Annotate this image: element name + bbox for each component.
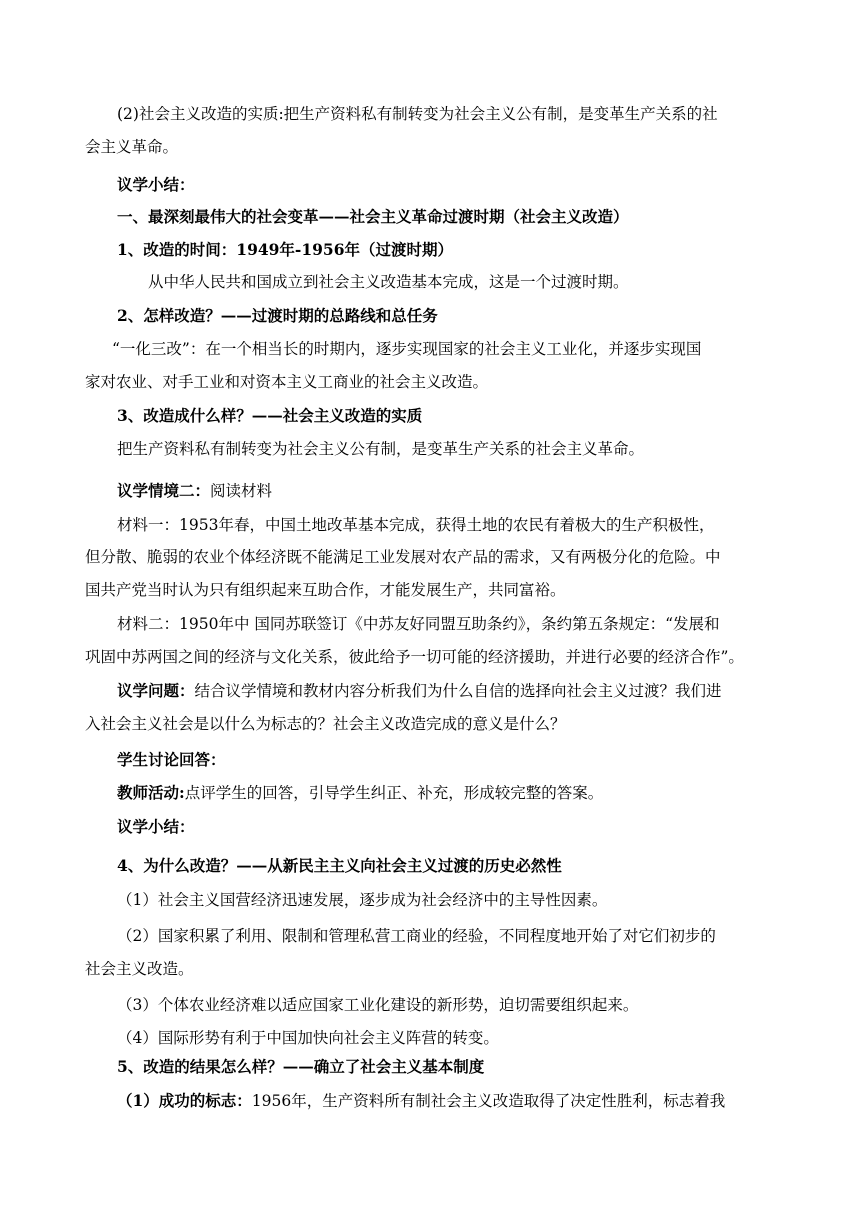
list-item: （3）个体农业经济难以适应国家工业化建设的新形势，迫切需要组织起来。 xyxy=(117,996,639,1014)
paragraph-line: 把生产资料私有制转变为社会主义公有制，是变革生产关系的社会主义革命。 xyxy=(117,440,645,458)
paragraph-line: 会主义革命。 xyxy=(85,138,179,156)
scenario-heading: 议学情境二：阅读材料 xyxy=(117,481,273,500)
paragraph-line: (2)社会主义改造的实质:把生产资料私有制转变为社会主义公有制，是变革生产关系的社 xyxy=(117,105,718,123)
section-heading: 学生讨论回答： xyxy=(117,750,226,769)
section-heading: 1、改造的时间：1949年-1956年（过渡时期） xyxy=(117,240,453,259)
paragraph-line: 材料一：1953年春，中国土地改革基本完成，获得土地的农民有着极大的生产积极性， xyxy=(117,516,715,534)
section-heading: 5、改造的结果怎么样？——确立了社会主义基本制度 xyxy=(117,1057,485,1076)
paragraph-line: 巩固中苏两国之间的经济与文化关系，彼此给予一切可能的经济援助，并进行必要的经济合作”。 xyxy=(85,648,744,666)
paragraph-line: 从中华人民共和国成立到社会主义改造基本完成，这是一个过渡时期。 xyxy=(148,273,629,291)
paragraph-line: 入社会主义社会是以什么为标志的？社会主义改造完成的意义是什么？ xyxy=(85,715,566,733)
paragraph-line: 国共产党当时认为只有组织起来互助合作，才能发展生产，共同富裕。 xyxy=(85,581,566,599)
section-heading: 3、改造成什么样？——社会主义改造的实质 xyxy=(117,406,423,425)
section-heading: 2、怎样改造？——过渡时期的总路线和总任务 xyxy=(117,306,438,325)
question-line: 议学问题：结合议学情境和教材内容分析我们为什么自信的选择向社会主义过渡？我们进 xyxy=(117,681,722,700)
section-heading: 一、最深刻最伟大的社会变革——社会主义革命过渡时期（社会主义改造） xyxy=(117,207,629,226)
paragraph-line: 材料二：1950年中 国同苏联签订《中苏友好同盟互助条约》，条约第五条规定：“发展和 xyxy=(117,615,720,633)
activity-line: 教师活动:点评学生的回答，引导学生纠正、补充，形成较完整的答案。 xyxy=(117,783,604,802)
section-heading: 4、为什么改造？——从新民主主义向社会主义过渡的历史必然性 xyxy=(117,856,562,875)
section-heading: 议学小结： xyxy=(117,817,195,836)
list-item: （4）国际形势有利于中国加快向社会主义阵营的转变。 xyxy=(117,1029,499,1047)
paragraph-line: 家对农业、对手工业和对资本主义工商业的社会主义改造。 xyxy=(85,373,489,391)
paragraph-line: 但分散、脆弱的农业个体经济既不能满足工业发展对农产品的需求，又有两极分化的危险。中 xyxy=(85,548,721,566)
list-item: （1）社会主义国营经济迅速发展，逐步成为社会经济中的主导性因素。 xyxy=(117,891,608,909)
paragraph-line: 社会主义改造。 xyxy=(85,960,194,978)
list-item: （2）国家积累了利用、限制和管理私营工商业的经验，不同程度地开始了对它们初步的 xyxy=(117,927,716,945)
section-heading: 议学小结： xyxy=(117,175,195,194)
paragraph-line: （1）成功的标志：1956年，生产资料所有制社会主义改造取得了决定性胜利，标志着我 xyxy=(117,1091,726,1110)
paragraph-line: “一化三改”：在一个相当长的时期内，逐步实现国家的社会主义工业化，并逐步实现国 xyxy=(112,340,702,358)
